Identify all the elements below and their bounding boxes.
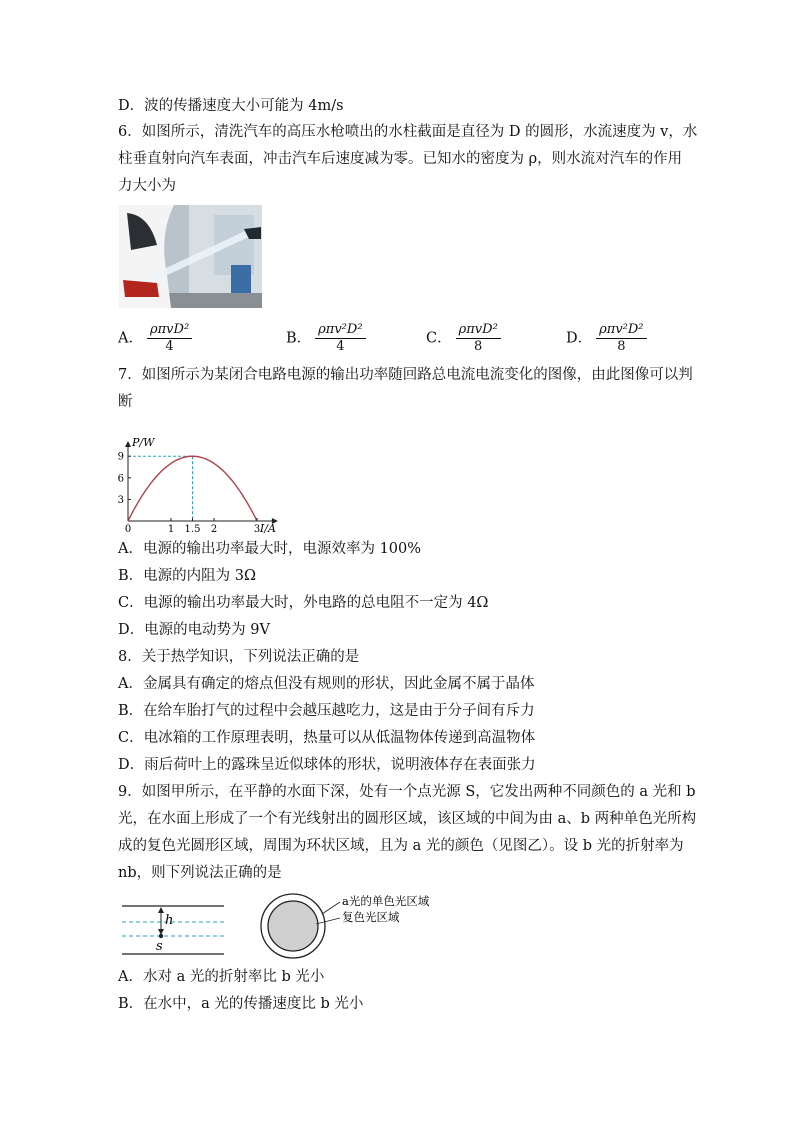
q8-option-d[interactable]: D．雨后荷叶上的露珠呈近似球体的形状，说明液体存在表面张力 [118, 757, 536, 773]
q8-option-b[interactable]: B．在给车胎打气的过程中会越压越吃力，这是由于分子间有斥力 [118, 703, 535, 719]
q6-stem-line-2: 柱垂直射向汽车表面，冲击汽车后速度减为零。已知水的密度为 ρ，则水流对汽车的作用 [118, 151, 683, 167]
ring-region-label: a光的单色光区域 [342, 894, 430, 908]
q7-option-d[interactable]: D．电源的电动势为 9V [118, 622, 270, 638]
q9-stem-line-4: nb，则下列说法正确的是 [118, 865, 282, 881]
q8-option-a[interactable]: A．金属具有确定的熔点但没有规则的形状，因此金属不属于晶体 [118, 676, 535, 692]
q8-stem: 8．关于热学知识，下列说法正确的是 [118, 649, 360, 665]
y-tick-label: 9 [117, 451, 124, 463]
x-axis-label: I/A [259, 522, 276, 534]
center-region-label: 复色光区域 [342, 910, 400, 924]
q6-stem-line-1: 6．如图所示，清洗汽车的高压水枪喷出的水柱截面是直径为 D 的圆形，水流速度为 v，水 [118, 124, 698, 140]
q8-option-c[interactable]: C．电冰箱的工作原理表明，热量可以从低温物体传递到高温物体 [118, 730, 536, 746]
q7-stem-line-1: 7．如图所示为某闭合电路电源的输出功率随回路总电流电流变化的图像，由此图像可以判 [118, 367, 693, 383]
q7-stem-line-2: 断 [118, 394, 133, 410]
x-tick-label: 1.5 [184, 524, 201, 534]
q6-option-b[interactable]: B． $\frac{\text{ρπv²D²}}{4}$ [286, 322, 366, 355]
q6-option-c[interactable]: C． $\frac{\text{ρπvD²}}{8}$ [426, 322, 501, 355]
x-tick-label: 3 [253, 524, 261, 534]
q7-option-a[interactable]: A．电源的输出功率最大时，电源效率为 100% [118, 541, 422, 557]
y-tick-label: 6 [117, 473, 124, 485]
depth-h-label: h [165, 913, 174, 928]
water-depth-figure [120, 892, 230, 966]
y-axis-label: P/W [132, 436, 155, 449]
q7-option-b[interactable]: B．电源的内阻为 3Ω [118, 568, 257, 584]
q9-option-a[interactable]: A．水对 a 光的折射率比 b 光小 [118, 969, 325, 985]
light-region-figure [258, 890, 458, 966]
q7-option-c[interactable]: C．电源的输出功率最大时，外电路的总电阻不一定为 4Ω [118, 595, 489, 611]
q6-option-d[interactable]: D． $\frac{\text{ρπv²D²}}{8}$ [566, 322, 647, 355]
power-current-chart [112, 414, 292, 534]
x-tick-label: 0 [124, 524, 132, 534]
q9-option-b[interactable]: B．在水中，a 光的传播速度比 b 光小 [118, 996, 364, 1012]
q9-stem-line-2: 光，在水面上形成了一个有光线射出的圆形区域，该区域的中间为由 a、b 两种单色光所构 [118, 811, 697, 827]
y-tick-label: 3 [117, 494, 124, 506]
x-tick-label: 2 [210, 524, 218, 534]
q6-stem-line-3: 力大小为 [118, 178, 176, 194]
q5-option-d: D．波的传播速度大小可能为 4m/s [118, 98, 344, 114]
source-s-label: s [156, 939, 163, 954]
y-axis-arrow [125, 441, 131, 447]
x-tick-label: 1 [167, 524, 175, 534]
car-wash-photo [119, 205, 262, 308]
q6-option-a[interactable]: A． $\frac{\text{ρπvD²}}{4}$ [118, 322, 192, 355]
q9-stem-line-3: 成的复色光圆形区域，周围为环状区域，且为 a 光的颜色（见图乙）。设 b 光的折射率为 [118, 838, 684, 854]
q9-stem-line-1: 9．如图甲所示，在平静的水面下深，处有一个点光源 S，它发出两种不同颜色的 a 光和 b [118, 784, 696, 800]
